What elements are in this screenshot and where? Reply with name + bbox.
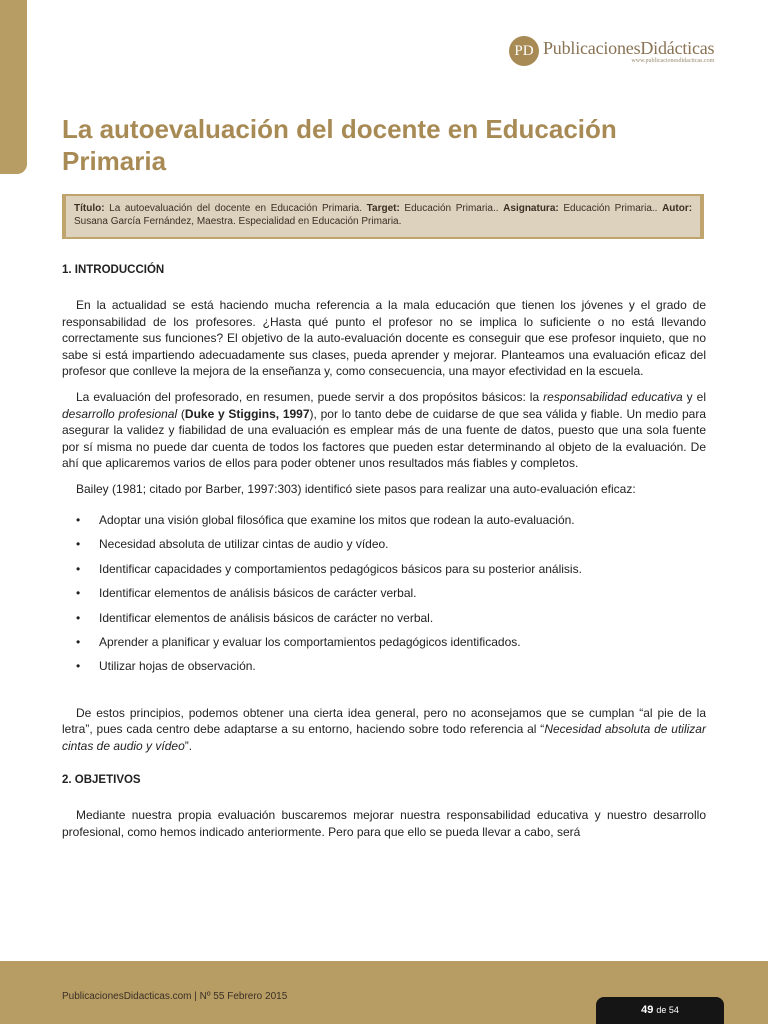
article-info-box [62,194,704,239]
info-asignatura-label: Asignatura: [503,203,559,214]
info-autor-label: Autor: [662,203,693,214]
info-titulo-label: Título: [74,203,105,214]
bullet-icon: • [76,512,81,527]
list-item: • Identificar elementos de análisis básicos de carácter verbal. [76,586,417,601]
article-info-text [66,196,700,237]
bullet-icon: • [76,561,81,576]
info-titulo: La autoevaluación del docente en Educación Primaria. [109,203,363,214]
bullet-icon: • [76,586,81,601]
page-number-box [596,997,724,1024]
info-target-label: Target: [366,203,400,214]
section-heading-introduccion: 1. INTRODUCCIÓN [62,264,165,276]
intro-paragraph-4: De estos principios, podemos obtener una cierta idea general, pero no aconsejamos que se cumplan “al pie de la letra”, pues cada centro debe adaptarse a su entorno, haciendo sobre todo referencia al “Necesidad absoluta de utilizar cintas de audio y vídeo”. [62,705,706,753]
intro-paragraph-1: En la actualidad se está haciendo mucha referencia a la mala educación que tienen los jóvenes y el grado de responsabilidad de los profesores. ¿Hasta qué punto el profesor no se implica lo suficiente o no está llevando correctamente sus funciones? El objetivo de la auto-evaluación docente es conseguir que ese profesor inquieto, que no sabe si está impartiendo adecuadamente sus clases, pueda aprender y mejorar. Planteamos una evaluación eficaz del profesor que conlleve la mejora de la enseñanza y, como consecuencia, una mayor efectividad en la escuela. [62,298,706,379]
list-item: • Necesidad absoluta de utilizar cintas de audio y vídeo. [76,537,389,552]
info-asignatura: Educación Primaria.. [563,203,658,214]
bullet-icon: • [76,659,81,674]
logo-url: www.publicacionesdidacticas.com [631,57,715,64]
list-item: • Aprender a planificar y evaluar los comportamientos pedagógicos identificados. [76,634,521,649]
section-heading-objetivos: 2. OBJETIVOS [62,773,141,786]
bullet-list [62,512,706,675]
page-title: La autoevaluación del docente en Educación Primaria [62,114,617,176]
list-item: • Utilizar hojas de observación. [76,659,256,674]
bullet-icon: • [76,610,81,625]
left-decorative-tab [0,0,27,174]
list-item: • Identificar capacidades y comportamientos pedagógicos básicos para su posterior análisis. [76,561,582,576]
info-target: Educación Primaria.. [404,203,499,214]
page-current: 49 [641,1004,654,1016]
article-body [62,262,706,850]
intro-paragraph-2: La evaluación del profesorado, en resumen, puede servir a dos propósitos básicos: la responsabilidad educativa y el desarrollo profesional (Duke y Stiggins, 1997), por lo tanto debe de cuidarse de que sea válida y fiable. Un medio para asegurar la validez y fiabilidad de una evaluación es emplear más de una fuente de datos, puesto que una sola fuente por sí misma no puede dar cuenta de todos los factores que pueden estar determinando al objeto de la evaluación. De ahí que aplicaremos varios de ellos para poder obtener unos resultados más fiables y completos. [62,390,706,471]
bullet-icon: • [76,537,81,552]
publisher-logo [509,36,714,66]
bullet-icon: • [76,634,81,649]
objetivos-paragraph-1: Mediante nuestra propia evaluación buscaremos mejorar nuestra responsabilidad educativa y nuestro desarrollo profesional, como hemos indicado anteriormente. Pero para que ello se pueda llevar a cabo, será [62,808,706,839]
info-autor: Susana García Fernández, Maestra. Especialidad en Educación Primaria. [74,216,402,227]
logo-mark-icon: PD [509,36,539,66]
list-item: • Adoptar una visión global filosófica que examine los mitos que rodean la auto-evaluación. [76,512,575,527]
page-footer [0,961,768,1024]
intro-paragraph-3: Bailey (1981; citado por Barber, 1997:303) identificó siete pasos para realizar una auto-evaluación eficaz: [76,482,636,497]
page-total: de 54 [656,1005,679,1015]
logo-name: PublicacionesDidácticas [543,37,715,58]
footer-publication: PublicacionesDidacticas.com | Nº 55 Febrero 2015 [62,991,288,1002]
list-item: • Identificar elementos de análisis básicos de carácter no verbal. [76,610,434,625]
